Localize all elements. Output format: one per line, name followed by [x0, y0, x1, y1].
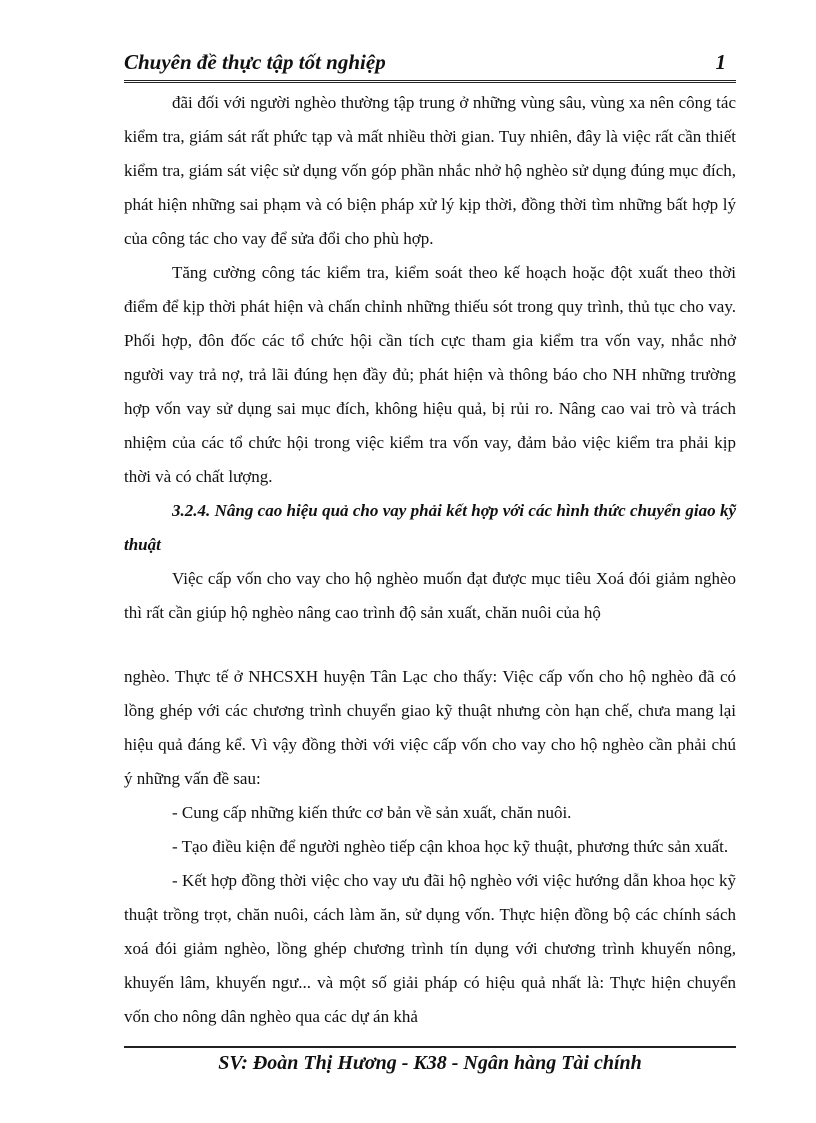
text-block-bottom: [124, 660, 736, 1034]
paragraph: Tăng cường công tác kiểm tra, kiểm soát theo kế hoạch hoặc đột xuất theo thời điểm để kịp thời phát hiện và chấn chỉnh những thiếu sót trong quy trình, thủ tục cho vay. Phối hợp, đôn đốc các tổ chức hội cần tích cực tham gia kiểm tra vốn vay, nhắc nhở người vay trả nợ, trả lãi đúng hẹn đầy đủ; phát hiện và thông báo cho NH những trường hợp vốn vay sử dụng sai mục đích, không hiệu quả, bị rủi ro. Nâng cao vai trò và trách nhiệm của các tổ chức hội trong việc kiểm tra vốn vay, đảm bảo việc kiểm tra phải kịp thời và có chất lượng.: [124, 263, 736, 486]
paragraph: nghèo. Thực tế ở NHCSXH huyện Tân Lạc cho thấy: Việc cấp vốn cho hộ nghèo đã có lồng ghép với các chương trình chuyển giao kỹ thuật nhưng còn hạn chế, chưa mang lại hiệu quả đáng kể. Vì vậy đồng thời với việc cấp vốn cho vay cho hộ nghèo cần phải chú ý những vấn đề sau:: [124, 667, 736, 788]
page-number: 1: [715, 50, 726, 74]
paragraph: Việc cấp vốn cho vay cho hộ nghèo muốn đạt được mục tiêu Xoá đói giảm nghèo thì rất cần giúp hộ nghèo nâng cao trình độ sản xuất, chăn nuôi của hộ: [124, 569, 736, 622]
footer-author: SV: Đoàn Thị Hương - K38 - Ngân hàng Tài chính: [218, 1052, 642, 1074]
bullet-item: - Cung cấp những kiến thức cơ bản về sản xuất, chăn nuôi.: [172, 803, 572, 822]
page-header: [124, 48, 736, 83]
page-footer: [124, 1046, 736, 1075]
document-title: Chuyên đề thực tập tốt nghiệp: [124, 50, 386, 74]
text-block-top: [124, 86, 736, 630]
section-heading: 3.2.4. Nâng cao hiệu quả cho vay phải kết hợp với các hình thức chuyển giao kỹ thuật: [124, 501, 736, 554]
bullet-item: - Tạo điều kiện để người nghèo tiếp cận khoa học kỹ thuật, phương thức sản xuất.: [172, 837, 729, 856]
bullet-item: - Kết hợp đồng thời việc cho vay ưu đãi hộ nghèo với việc hướng dẫn khoa học kỹ thuật trồng trọt, chăn nuôi, cách làm ăn, sử dụng vốn. Thực hiện đồng bộ các chính sách xoá đói giảm nghèo, lồng ghép chương trình tín dụng với chương trình khuyến nông, khuyến lâm, khuyến ngư... và một số giải pháp có hiệu quả nhất là: Thực hiện chuyển vốn cho nông dân nghèo qua các dự án khả: [124, 871, 736, 1026]
paragraph: đãi đối với người nghèo thường tập trung ở những vùng sâu, vùng xa nên công tác kiểm tra, giám sát rất phức tạp và mất nhiều thời gian. Tuy nhiên, đây là việc rất cần thiết kiểm tra, giám sát việc sử dụng vốn góp phần nhắc nhở hộ nghèo sử dụng đúng mục đích, phát hiện những sai phạm và có biện pháp xử lý kịp thời, đồng thời tìm những bất hợp lý của công tác cho vay để sửa đổi cho phù hợp.: [124, 93, 736, 248]
